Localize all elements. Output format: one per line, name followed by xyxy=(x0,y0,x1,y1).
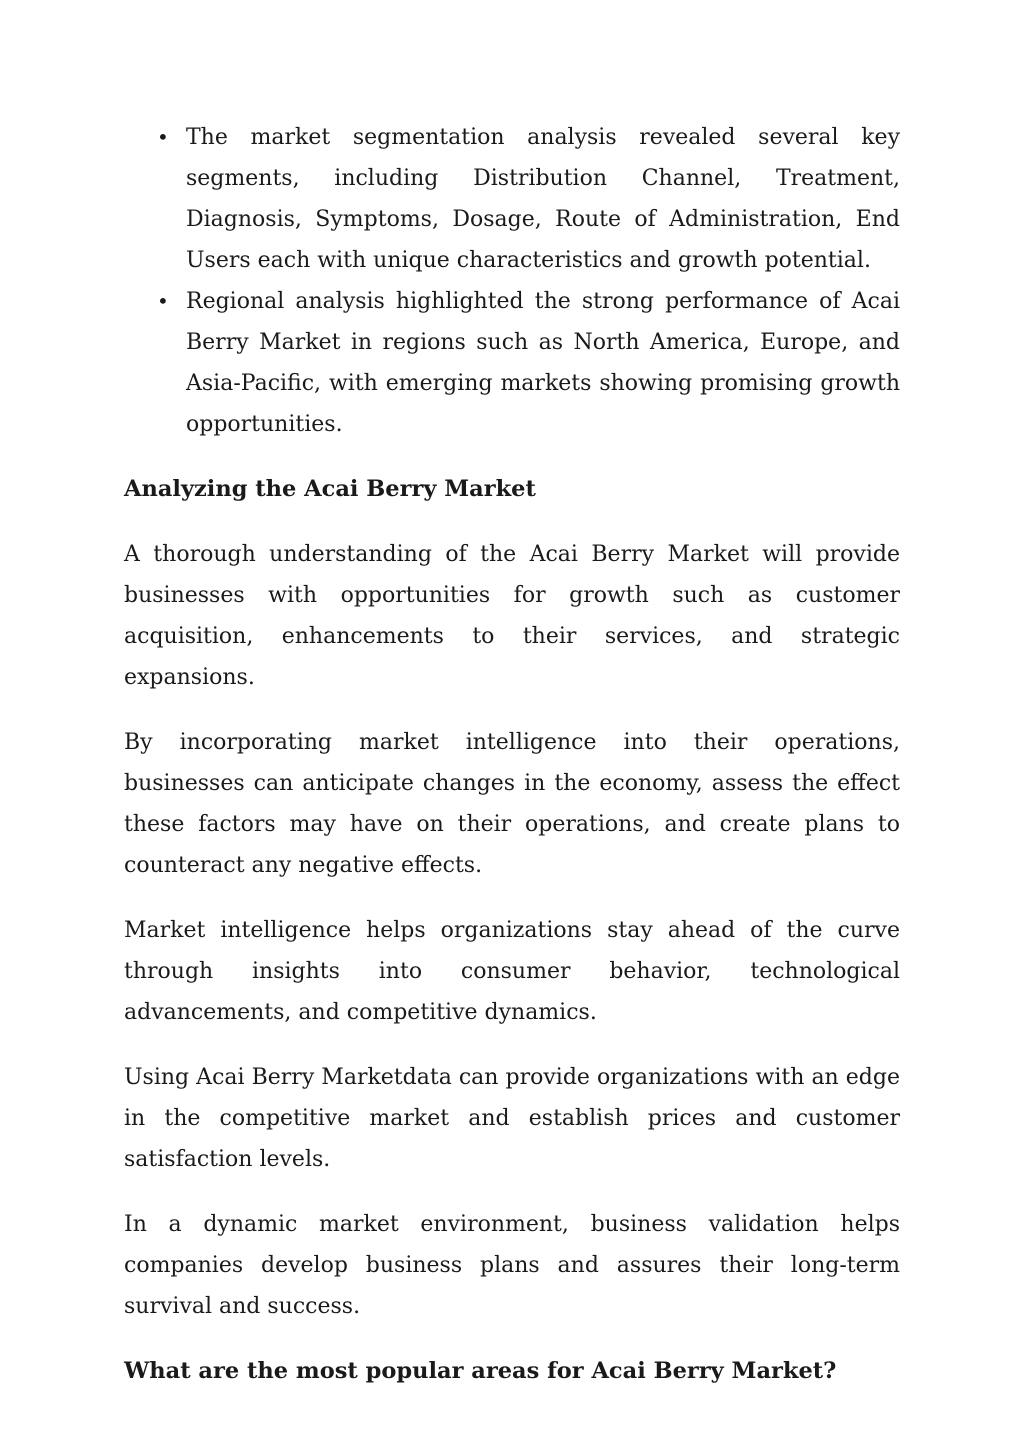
section-heading-popular-areas: What are the most popular areas for Acai Berry Market? xyxy=(124,1358,837,1384)
page-content xyxy=(124,117,900,1392)
bullet-icon: • xyxy=(157,125,169,149)
section-heading-analyzing: Analyzing the Acai Berry Market xyxy=(124,476,536,502)
paragraph: Using Acai Berry Marketdata can provide organizations with an edge in the competitive market and establish prices and customer satisfaction levels. xyxy=(124,1065,900,1172)
bullet-icon: • xyxy=(157,289,169,313)
bullet-text: Regional analysis highlighted the strong performance of Acai Berry Market in regions such as North America, Europe, and Asia-Pacific, with emerging markets showing promising growth opportunities. xyxy=(186,289,900,437)
bullet-item xyxy=(124,117,900,281)
bullet-text: The market segmentation analysis revealed several key segments, including Distribution Channel, Treatment, Diagnosis, Symptoms, Dosage, Route of Administration, End Users each with unique characteristics and growth potential. xyxy=(186,125,900,273)
paragraph: In a dynamic market environment, business validation helps companies develop business plans and assures their long-term survival and success. xyxy=(124,1212,900,1319)
bullet-item xyxy=(124,281,900,445)
paragraph: A thorough understanding of the Acai Berry Market will provide businesses with opportunities for growth such as customer acquisition, enhancements to their services, and strategic expansions. xyxy=(124,542,900,690)
paragraph: Market intelligence helps organizations stay ahead of the curve through insights into consumer behavior, technological advancements, and competitive dynamics. xyxy=(124,918,900,1025)
paragraph: By incorporating market intelligence into their operations, businesses can anticipate changes in the economy, assess the effect these factors may have on their operations, and create plans to counteract any negative effects. xyxy=(124,730,900,878)
bullet-list xyxy=(124,117,900,445)
